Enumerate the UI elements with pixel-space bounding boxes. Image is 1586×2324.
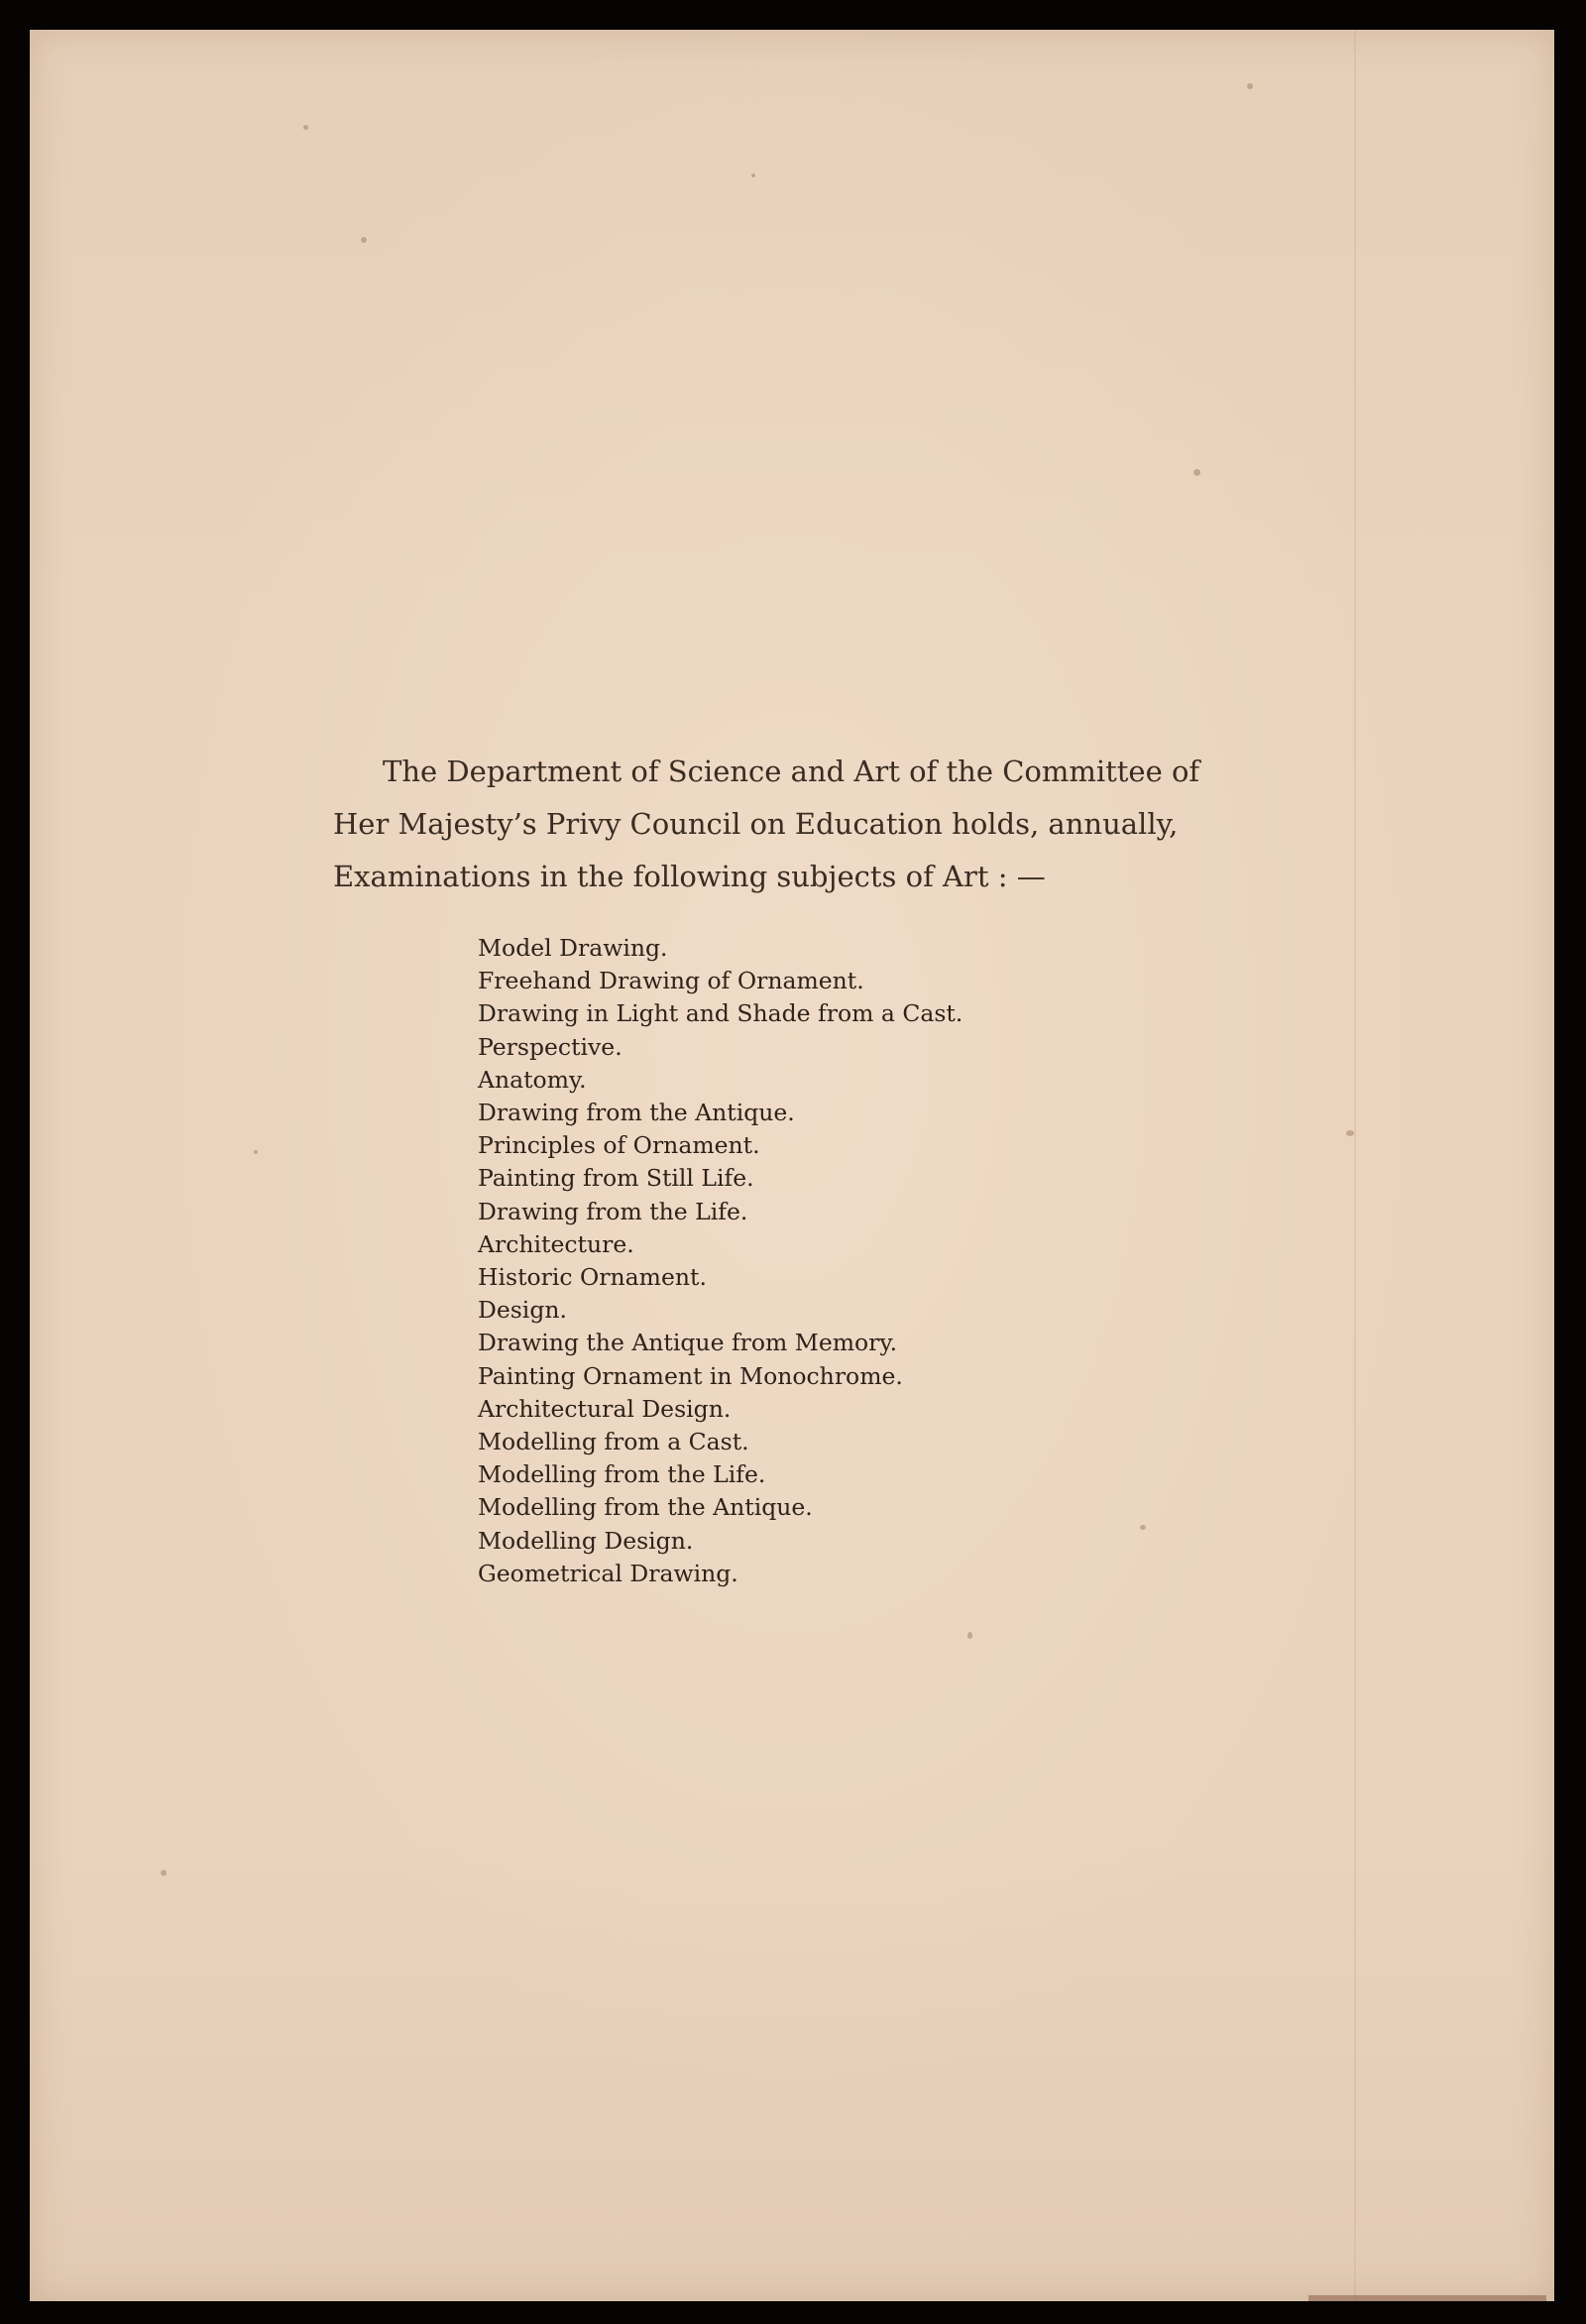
subject-item: Modelling from the Antique.: [478, 1493, 813, 1522]
subject-item: Modelling from the Life.: [478, 1460, 766, 1489]
foxing-spot: [1140, 1525, 1146, 1530]
subject-item: Architecture.: [478, 1229, 634, 1258]
subject-item: Painting from Still Life.: [478, 1164, 754, 1193]
subject-item: Drawing the Antique from Memory.: [478, 1329, 898, 1357]
foxing-spot: [1346, 1130, 1354, 1136]
foxing-spot: [967, 1632, 972, 1639]
subject-item: Principles of Ornament.: [478, 1131, 760, 1160]
subject-item: Drawing from the Antique.: [478, 1099, 795, 1127]
subject-list: [478, 932, 963, 1590]
foxing-spot: [1193, 469, 1200, 476]
subject-item: Drawing from the Life.: [478, 1197, 748, 1225]
subject-item: Architectural Design.: [478, 1394, 732, 1423]
subject-item: Perspective.: [478, 1032, 623, 1061]
subject-item: Drawing in Light and Shade from a Cast.: [478, 999, 963, 1028]
subject-item: Modelling from a Cast.: [478, 1428, 749, 1456]
subject-item: Freehand Drawing of Ornament.: [478, 967, 864, 995]
foxing-spot: [161, 1870, 167, 1876]
intro-line: The Department of Science and Art of the Committee of: [383, 755, 1200, 788]
intro-line: Her Majesty’s Privy Council on Education holds, annually,: [333, 807, 1179, 841]
foxing-spot: [254, 1150, 258, 1154]
intro-paragraph: [333, 746, 1205, 903]
intro-line: Examinations in the following subjects of Art : —: [333, 860, 1046, 893]
foxing-spot: [751, 174, 755, 177]
subject-item: Anatomy.: [478, 1065, 587, 1094]
subject-item: Historic Ornament.: [478, 1263, 707, 1292]
subject-item: Painting Ornament in Monochrome.: [478, 1361, 903, 1390]
foxing-spot: [361, 237, 367, 243]
subject-item: Geometrical Drawing.: [478, 1559, 738, 1587]
foxing-spot: [303, 125, 308, 130]
subject-item: Modelling Design.: [478, 1526, 694, 1555]
fold-line: [1354, 30, 1356, 2301]
subject-item: Model Drawing.: [478, 934, 668, 962]
subject-item: Design.: [478, 1296, 567, 1325]
foxing-spot: [1247, 83, 1253, 89]
edge-stain: [1308, 2295, 1546, 2301]
